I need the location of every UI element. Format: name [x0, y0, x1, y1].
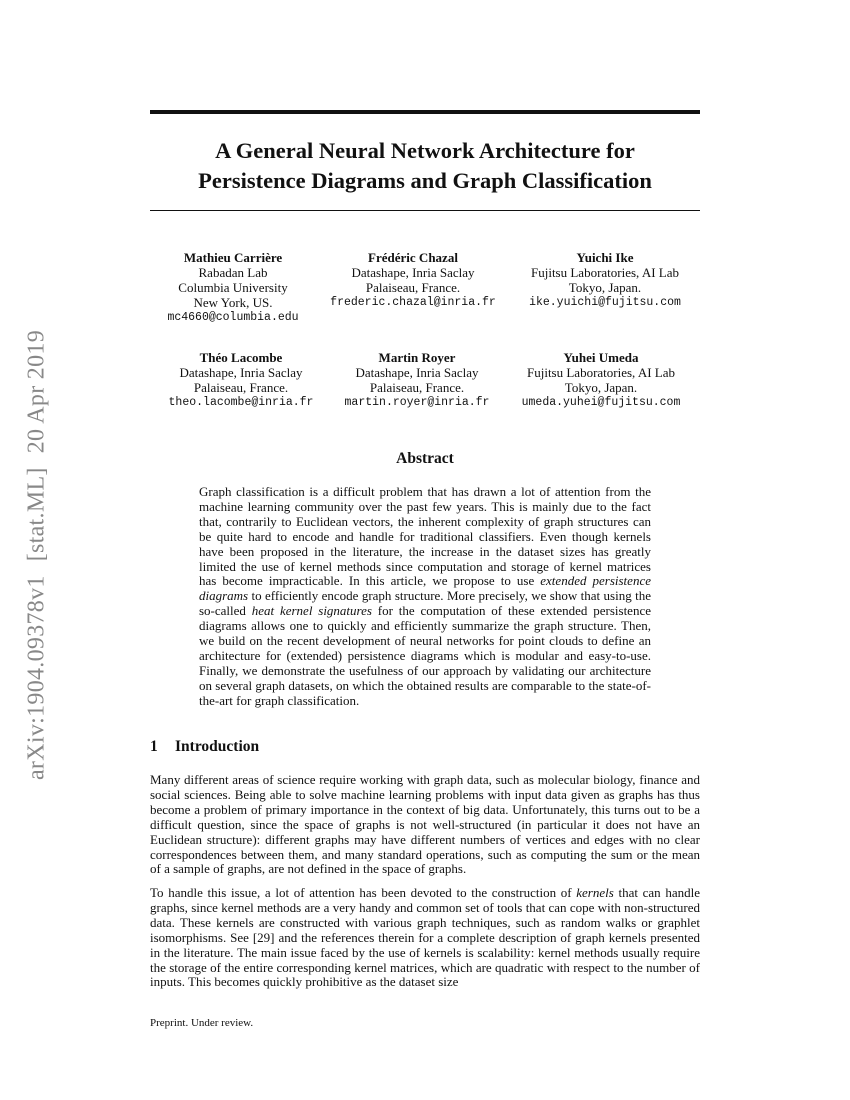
abstract-heading: Abstract — [396, 450, 454, 467]
author-email[interactable]: mc4660@columbia.edu — [167, 311, 299, 324]
author-affiliation: Palaiseau, France. — [369, 380, 465, 395]
author-affiliation: Tokyo, Japan. — [568, 280, 642, 295]
author-affiliation: Fujitsu Laboratories, AI Lab — [526, 365, 676, 380]
arxiv-date: 20 Apr 2019 — [23, 329, 50, 454]
paragraph-emphasis: kernels — [576, 885, 614, 900]
intro-paragraph-1: Many different areas of science require working with graph data, such as molecular biology, finance and social sciences. Being able to solve machine learning problems with input data given as graphs has thus become a problem of primary importance in the context of big data. Unfortunately, this turns out to be a difficult question, since the space of graphs is not well-structured (in particular it does not have an Euclidean structure): different graphs may have different numbers of vertices and edges with no clear correspondences between them, and many standard operations, such as computing the sum or the mean of a sample of graphs, are not defined in the space of graphs. — [150, 772, 700, 877]
author-block — [501, 350, 701, 410]
arxiv-id: arXiv:1904.09378v1 — [23, 575, 50, 781]
paragraph-text: To handle this issue, a lot of attention has been devoted to the construction of — [150, 885, 577, 900]
author-email[interactable]: umeda.yuhei@fujitsu.com — [521, 396, 681, 409]
author-email[interactable]: ike.yuichi@fujitsu.com — [529, 296, 681, 309]
abstract-emphasis: heat kernel signatures — [251, 603, 372, 619]
abstract-text: for the computation of these extended persistence diagrams allows one to quickly and efficiently summarize the graph structure. Then, we build on the recent development of neural networks for point clouds to define an architecture for (extended) persistence diagrams which is modular and easy-to-use. Finally, we demonstrate the usefulness of our approach by validating our architecture on several graph datasets, on which the obtained results are comparable to the state-of-the-art for graph classification. — [199, 603, 651, 708]
author-affiliation: Palaiseau, France. — [193, 380, 289, 395]
author-name: Yuhei Umeda — [563, 350, 639, 365]
preprint-footer: Preprint. Under review. — [150, 1017, 254, 1029]
author-name: Frédéric Chazal — [368, 250, 458, 265]
author-block — [317, 350, 517, 410]
author-block — [133, 250, 333, 325]
author-name: Théo Lacombe — [199, 350, 283, 365]
intro-paragraph-2 — [150, 886, 700, 990]
title-bottom-rule — [150, 210, 700, 211]
author-email[interactable]: martin.royer@inria.fr — [344, 396, 490, 409]
author-name: Yuichi Ike — [576, 250, 634, 265]
author-affiliation: New York, US. — [193, 295, 273, 310]
arxiv-category: [stat.ML] — [23, 467, 50, 562]
author-affiliation: Datashape, Inria Saclay — [351, 265, 475, 280]
author-affiliation: Datashape, Inria Saclay — [355, 365, 479, 380]
author-affiliation: Datashape, Inria Saclay — [179, 365, 303, 380]
author-name: Mathieu Carrière — [183, 250, 283, 265]
author-affiliation: Tokyo, Japan. — [564, 380, 638, 395]
author-block — [141, 350, 341, 410]
abstract-body — [199, 485, 651, 709]
abstract-text: Graph classification is a difficult problem that has drawn a lot of attention from the machine learning community over the past few years. This is mainly due to the fact that, contrarily to Euclidean vectors, the inherent complexity of graph structures can be quite hard to encode and handle for traditional classifiers. Even though kernels have been proposed in the literature, the increase in the dataset sizes has greatly limited the use of kernel methods since computation and storage of kernel matrices has become impracticable. In this article, we propose to use — [199, 484, 651, 589]
author-affiliation: Rabadan Lab — [198, 265, 268, 280]
title-line-2: Persistence Diagrams and Graph Classification — [198, 168, 652, 193]
author-block — [313, 250, 513, 310]
arxiv-stamp — [24, 316, 51, 780]
author-affiliation: Fujitsu Laboratories, AI Lab — [530, 265, 680, 280]
author-block — [505, 250, 705, 310]
section-title: Introduction — [175, 738, 260, 755]
author-email[interactable]: theo.lacombe@inria.fr — [168, 396, 314, 409]
section-number: 1 — [150, 738, 158, 755]
abstract-text: to efficiently encode graph structure. More precisely, we show that using the so-called — [199, 588, 651, 619]
abstract-emphasis: extended persistence diagrams — [199, 573, 651, 604]
author-name: Martin Royer — [378, 350, 456, 365]
title-line-1: A General Neural Network Architecture for — [215, 138, 635, 163]
paragraph-text: that can handle graphs, since kernel methods are a very handy and common set of tools that can cope with non-structured data. These kernels are constructed with various graph techniques, such as random walks or graphlet isomorphisms. See [29] and the references therein for a complete description of graph kernels presented in the literature. The main issue faced by the use of kernels is scalability: kernel methods usually require the storage of the entire corresponding kernel matrices, which are quadratic with respect to the number of inputs. This becomes quickly prohibitive as the dataset size — [150, 885, 701, 990]
paper-title — [150, 136, 700, 196]
author-affiliation: Palaiseau, France. — [365, 280, 461, 295]
section-heading — [150, 738, 259, 756]
top-rule — [150, 110, 700, 114]
author-email[interactable]: frederic.chazal@inria.fr — [330, 296, 496, 309]
author-affiliation: Columbia University — [178, 280, 288, 295]
